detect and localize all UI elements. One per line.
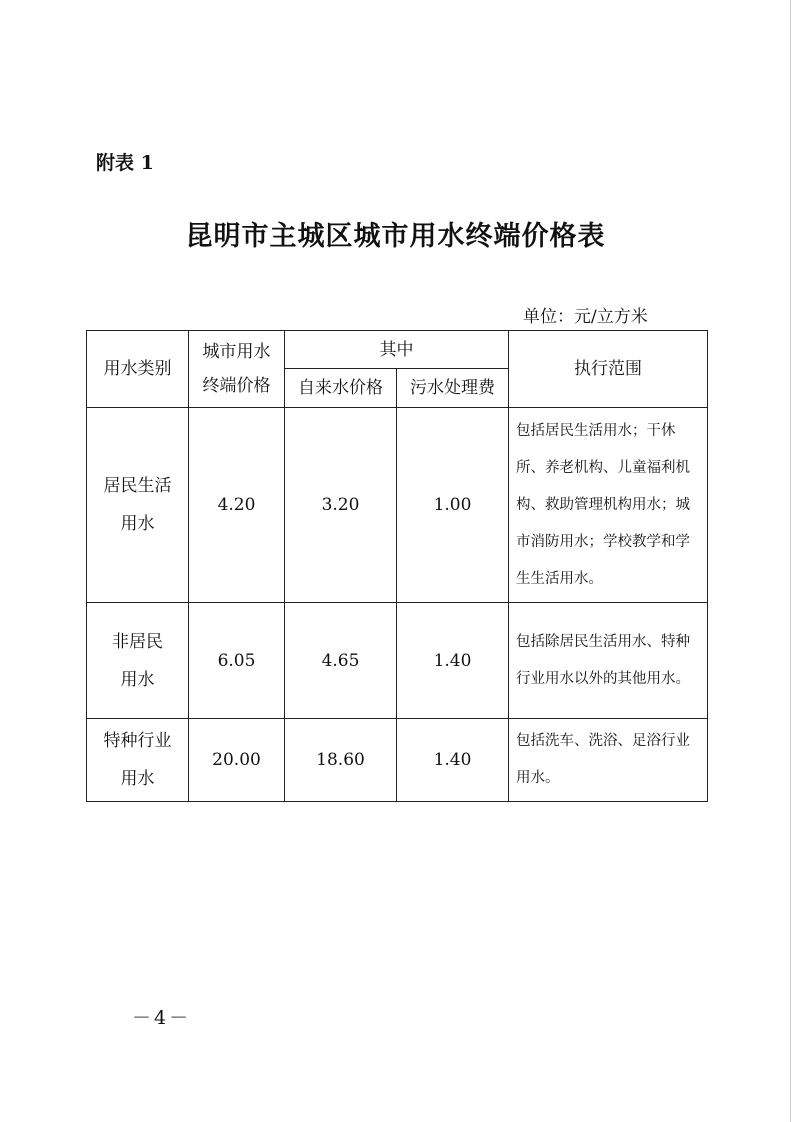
price-table (86, 330, 708, 802)
row-tap-water-price: 3.20 (285, 408, 397, 603)
row-tap-water-price: 4.65 (285, 603, 397, 719)
row-tap-water-price: 18.60 (285, 719, 397, 802)
table-row (87, 719, 708, 802)
header-terminal-price-line2: 终端价格 (202, 376, 271, 396)
row-category-line2: 用水 (120, 669, 155, 690)
row-category-line1: 特种行业 (103, 731, 172, 751)
annex-label: 附表 1 (96, 152, 154, 174)
row-scope: 包括洗车、洗浴、足浴行业用水。 (509, 719, 708, 802)
table-row (87, 603, 708, 719)
row-terminal-price: 20.00 (189, 719, 285, 802)
row-category (87, 408, 189, 603)
row-sewage-fee: 1.40 (397, 603, 509, 719)
row-category-line1: 非居民 (112, 631, 163, 652)
header-scope: 执行范围 (509, 331, 708, 408)
header-row (87, 331, 708, 369)
page-number: －4－ (132, 1007, 192, 1029)
document-title: 昆明市主城区城市用水终端价格表 (185, 221, 606, 252)
row-sewage-fee: 1.00 (397, 408, 509, 603)
row-scope: 包括居民生活用水；干休所、养老机构、儿童福利机构、救助管理机构用水；城市消防用水；学校教学和学生生活用水。 (509, 408, 708, 603)
row-scope: 包括除居民生活用水、特种行业用水以外的其他用水。 (509, 603, 708, 719)
row-category-line1: 居民生活 (103, 476, 172, 496)
unit-label: 单位：元/立方米 (523, 307, 648, 327)
header-of-which: 其中 (285, 331, 509, 369)
row-category (87, 603, 189, 719)
header-category: 用水类别 (87, 331, 189, 408)
row-terminal-price: 4.20 (189, 408, 285, 603)
header-terminal-price-line1: 城市用水 (202, 342, 271, 362)
row-sewage-fee: 1.40 (397, 719, 509, 802)
row-category-line2: 用水 (120, 769, 155, 789)
header-terminal-price (189, 331, 285, 408)
row-category-line2: 用水 (120, 514, 155, 534)
row-category (87, 719, 189, 802)
table-row (87, 408, 708, 603)
row-terminal-price: 6.05 (189, 603, 285, 719)
header-sewage-fee: 污水处理费 (397, 369, 509, 408)
header-tap-water-price: 自来水价格 (285, 369, 397, 408)
